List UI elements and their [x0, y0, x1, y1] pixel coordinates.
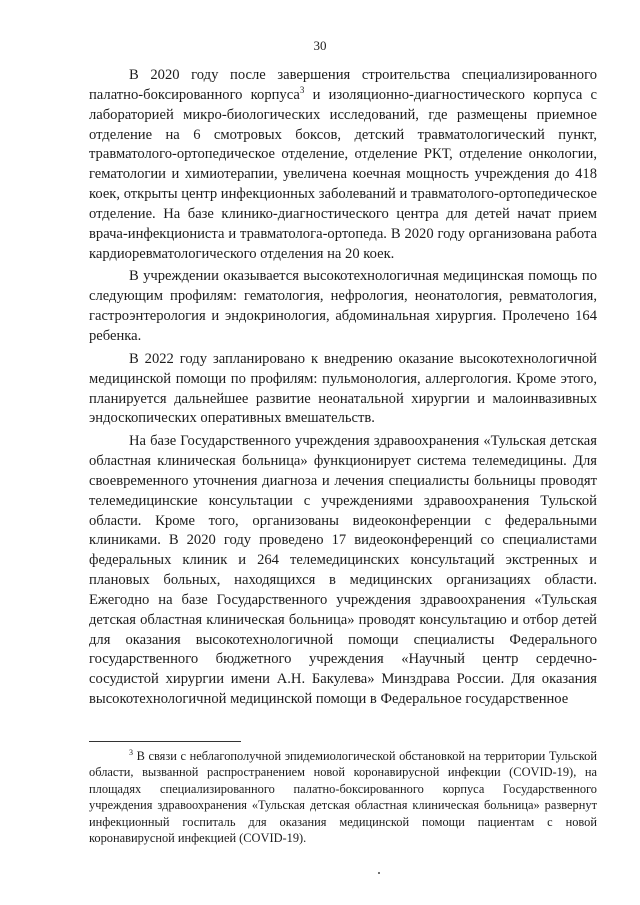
paragraph-4: На базе Государственного учреждения здравоохранения «Тульская детская областная клиническая больница» функционирует система телемедицины. Для своевременного уточнения диагноза и лечения специалисты больницы проводят телемедицинские консультации с учреждениями здравоохранения Тульской области. Кроме того, организованы видеоконференции с федеральными клиниками. В 2020 году проведено 17 видеоконференций со специалистами федеральных клиник и 264 телемедицинских консультаций экстренных и плановых больных, находящихся в медицинских организациях области. Ежегодно на базе Государственного учреждения здравоохранения «Тульская детская областная клиническая больница» проводят консультацию и отбор детей для оказания высокотехнологичной помощи специалисты Федерального государственного бюджетного учреждения «Научный центр сердечно-сосудистой хирургии имени А.Н. Бакулева» Минздрава России. Для оказания высокотехнологичной медицинской помощи в Федеральное государственное [89, 433, 597, 708]
footnote-marker: 3 [129, 748, 133, 757]
footnote-reference[interactable]: 3 [299, 84, 305, 95]
footnote [89, 748, 597, 846]
paragraph-3: В 2022 году запланировано к внедрению оказание высокотехнологичной медицинской помощи по профилям: пульмонология, аллергология. Кроме этого, планируется дальнейшее развитие неонатальной хирургии и малоинвазивных эндоскопических оперативных вмешательств. [89, 350, 597, 427]
paragraph-2: В учреждении оказывается высокотехнологичная медицинская помощь по следующим профилям: гематология, нефрология, неонатология, ревматология, гастроэнтерология и эндокринология, абдоминальная хирургия. Пролечено 164 ребенка. [89, 268, 597, 344]
paragraph-1-text-end: и изоляционно-диагностического корпуса с лабораторией микро-биологических исследований, где размещены приемное отделение на 6 смотровых боксов, детский травматологический пункт, травматолого-ортопедическое отделение, отделение РКТ, отделение онкологии, гематологии и химиотерапии, увеличена коечная мощность учреждения до 418 коек, открыты центр инфекционных заболеваний и травматолого-ортопедическое отделение. На базе клинико-диагностического центра для детей начат прием врача-инфекциониста и травматолога-ортопеда. В 2020 году организована работа кардиоревматологического отделения на 20 коек. [89, 86, 597, 262]
footnote-separator [89, 741, 241, 742]
body-text [89, 66, 597, 713]
scan-speck [378, 872, 380, 874]
footnote-text: В связи с неблагополучной эпидемиологической обстановкой на территории Тульской области, вызванной распространением новой коронавирусной инфекции (COVID-19), на площадях специализированного палатно-боксированного корпуса Государственного учреждения здравоохранения «Тульская детская областная клиническая больница» развернут инфекционный госпиталь для оказания медицинской помощи пациентам с новой коронавирусной инфекцией (COVID-19). [89, 749, 597, 846]
paragraph-1 [89, 66, 597, 264]
page-number: 30 [313, 38, 327, 53]
paragraph-1-text-start: В 2020 году после завершения строительства специализированного палатно-боксированного корпуса [89, 67, 597, 103]
